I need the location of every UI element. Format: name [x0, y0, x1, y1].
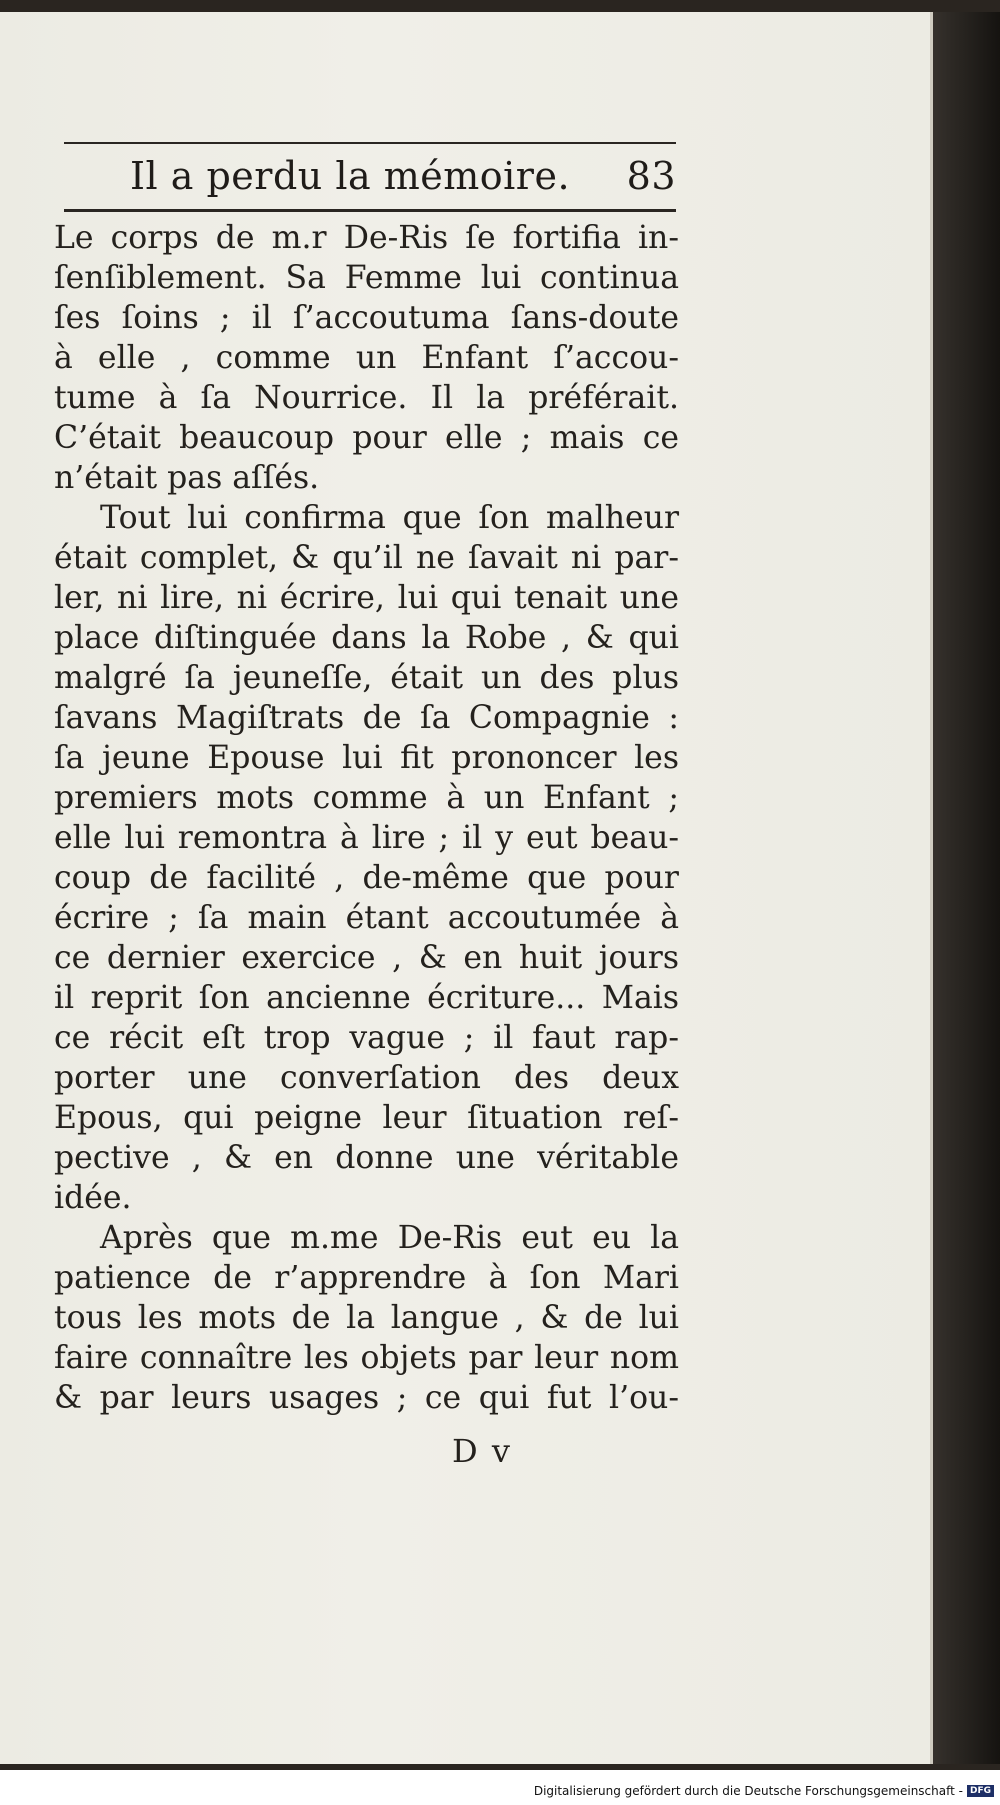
- text-line: porter une converſation des deux: [54, 1060, 679, 1096]
- page-number: 83: [626, 154, 676, 198]
- text-line: C’était beaucoup pour elle ; mais ce: [54, 420, 679, 456]
- text-line: elle lui remontra à lire ; il y eut beau-: [54, 820, 679, 856]
- text-line: écrire ; ſa main étant accoutumée à: [54, 900, 679, 936]
- text-line: était complet, & qu’il ne ſavait ni par-: [54, 540, 679, 576]
- text-line: Tout lui confirma que ſon malheur: [100, 500, 679, 536]
- credit-text: Digitalisierung gefördert durch die Deutsche Forschungsgemeinschaft -: [533, 1784, 963, 1798]
- page-edge-shadow: [924, 12, 1000, 1764]
- text-line: ſes ſoins ; il ſ’accoutuma ſans-doute: [54, 300, 679, 336]
- running-header: [100, 150, 678, 206]
- text-line: ce dernier exercice , & en huit jours: [54, 940, 679, 976]
- text-line: patience de r’apprendre à ſon Mari: [54, 1260, 679, 1296]
- text-line: malgré ſa jeuneſſe, était un des plus: [54, 660, 679, 696]
- text-line: idée.: [54, 1180, 132, 1216]
- text-line: n’était pas aſſés.: [54, 460, 320, 496]
- text-line: ler, ni lire, ni écrire, lui qui tenait une: [54, 580, 679, 616]
- digitization-credit: [534, 1783, 994, 1799]
- text-line: ſa jeune Epouse lui fit prononcer les: [54, 740, 679, 776]
- text-line: & par leurs usages ; ce qui fut l’ou-: [54, 1380, 679, 1416]
- text-line: Après que m.me De-Ris eut eu la: [100, 1220, 679, 1256]
- text-line: Le corps de m.r De-Ris ſe fortifia in-: [54, 220, 679, 256]
- body-text: [54, 218, 679, 1418]
- header-rule-top: [64, 142, 676, 144]
- text-line: coup de facilité , de-même que pour: [54, 860, 679, 896]
- header-rule-bottom: [64, 209, 676, 212]
- running-title: Il a perdu la mémoire.: [130, 154, 571, 198]
- text-line: faire connaître les objets par leur nom: [54, 1340, 679, 1376]
- text-line: Epous, qui peigne leur ſituation reſ-: [54, 1100, 679, 1136]
- text-line: tume à ſa Nourrice. Il la préférait.: [54, 380, 679, 416]
- signature-mark: D v: [452, 1432, 512, 1470]
- text-line: à elle , comme un Enfant ſ’accou-: [54, 340, 679, 376]
- text-line: ce récit eſt trop vague ; il faut rap-: [54, 1020, 679, 1056]
- text-line: premiers mots comme à un Enfant ;: [54, 780, 679, 816]
- text-line: pective , & en donne une véritable: [54, 1140, 679, 1176]
- text-line: ſenſiblement. Sa Femme lui continua: [54, 260, 679, 296]
- text-line: place diſtinguée dans la Robe , & qui: [54, 620, 679, 656]
- dfg-logo: DFG: [967, 1785, 994, 1797]
- text-line: ſavans Magiſtrats de ſa Compagnie :: [54, 700, 679, 736]
- text-line: il reprit ſon ancienne écriture... Mais: [54, 980, 679, 1016]
- text-line: tous les mots de la langue , & de lui: [54, 1300, 679, 1336]
